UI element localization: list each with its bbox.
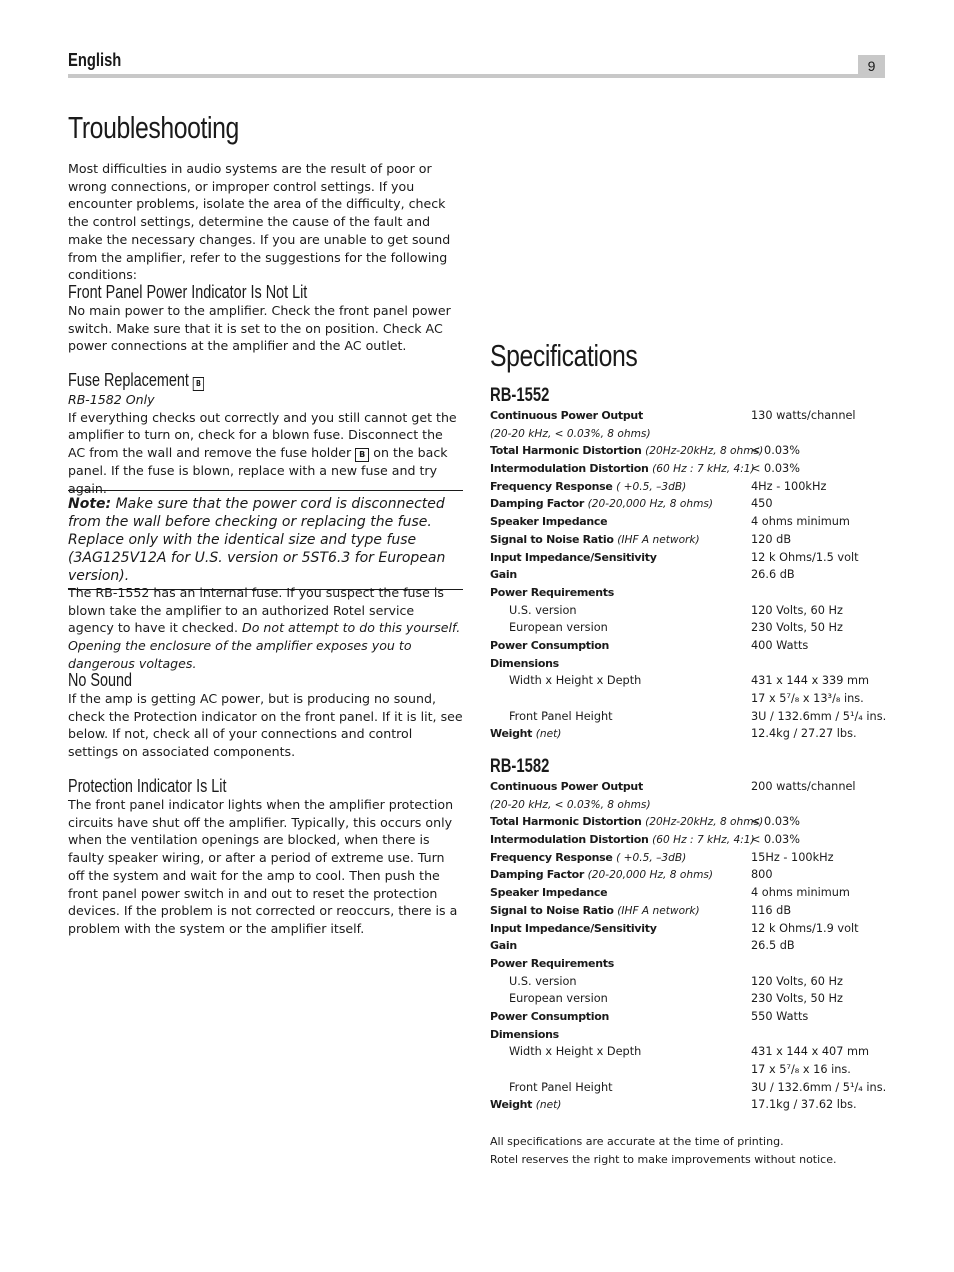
spec-label: U.S. version xyxy=(509,974,577,988)
spec-label xyxy=(490,568,517,581)
spec-label-qualifier: (20-20,000 Hz, 8 ohms) xyxy=(587,869,714,882)
spec-row xyxy=(490,460,890,478)
troubleshooting-intro: Most difficulties in audio systems are the result of poor or wrong connections, or improper control settings. If you encounter problems, isolate the area of the difficulty, check the control settings, determine the cause of the fault and make the necessary changes. If you are unable to get sound from the amplifier, refer to the suggestions for the following conditions: xyxy=(68,161,451,283)
model-title-rb1552: RB-1552 xyxy=(490,385,550,406)
spec-label-name: Dimensions xyxy=(490,656,559,670)
fuse-text xyxy=(68,409,463,498)
spec-value: 4 ohms minimum xyxy=(751,515,850,529)
spec-row xyxy=(490,778,890,796)
spec-label-qualifier: ( +0.5, –3dB) xyxy=(616,851,687,864)
spec-value: 4 ohms minimum xyxy=(751,886,850,900)
spec-row xyxy=(490,655,890,673)
spec-label xyxy=(490,657,559,670)
internal-fuse-info: The RB-1552 has an internal fuse. If you suspect the fuse is blown take the amplifier to an authorized Rotel service agency to have it checked. xyxy=(68,585,444,636)
spec-label xyxy=(490,551,657,564)
fuse-heading: Fuse Replacement xyxy=(68,370,189,390)
internal-fuse-warning: Do not attempt to do this yourself. Opening the enclosure of the amplifier exposes you to dangerous voltages. xyxy=(68,620,461,671)
spec-label xyxy=(490,639,609,652)
spec-label: European version xyxy=(509,992,608,1006)
spec-label-name: Input Impedance/Sensitivity xyxy=(490,921,657,935)
spec-label-name: Power Requirements xyxy=(490,956,614,970)
spec-label xyxy=(490,798,651,811)
spec-value: 17.1kg / 37.62 lbs. xyxy=(751,1098,857,1112)
spec-label-name: Total Harmonic Distortion xyxy=(490,444,642,458)
spec-label xyxy=(490,480,686,493)
spec-row xyxy=(490,531,890,549)
spec-label-qualifier: (20Hz-20kHz, 8 ohms) xyxy=(645,816,764,829)
fuse-heading-line xyxy=(68,370,384,391)
spec-row xyxy=(490,584,890,602)
spec-label xyxy=(490,1063,509,1076)
spec-label: Width x Height x Depth xyxy=(509,1045,642,1059)
protection-section xyxy=(68,776,463,938)
note-label: Note: xyxy=(68,496,112,512)
spec-value: 120 Volts, 60 Hz xyxy=(751,974,843,988)
spec-label-qualifier: (60 Hz : 7 kHz, 4:1) xyxy=(652,463,755,476)
spec-table-rb1582 xyxy=(490,778,890,1114)
specifications-title: Specifications xyxy=(490,338,638,373)
spec-row xyxy=(490,566,890,584)
spec-row xyxy=(490,478,890,496)
spec-row xyxy=(490,425,890,443)
spec-label xyxy=(490,886,607,899)
spec-row xyxy=(490,849,890,867)
spec-label-qualifier: (20-20 kHz, < 0.03%, 8 ohms) xyxy=(490,427,651,440)
internal-fuse-block xyxy=(68,584,463,673)
spec-value: 3U / 132.6mm / 5¹/₄ ins. xyxy=(751,709,887,723)
spec-label xyxy=(490,586,614,599)
spec-label-name: Frequency Response xyxy=(490,850,613,864)
spec-label-name: Frequency Response xyxy=(490,479,613,493)
spec-label xyxy=(490,727,561,740)
spec-label-name: Damping Factor xyxy=(490,497,585,511)
spec-label: U.S. version xyxy=(509,603,577,617)
spec-label-qualifier: (60 Hz : 7 kHz, 4:1) xyxy=(652,834,755,847)
spec-value: 17 x 5⁷/₈ x 13³/₈ ins. xyxy=(751,692,864,705)
spec-value: 800 xyxy=(751,868,773,882)
spec-label xyxy=(490,427,651,440)
internal-fuse-text xyxy=(68,584,463,673)
spec-value: 130 watts/channel xyxy=(751,409,856,422)
header-language: English xyxy=(68,50,122,70)
spec-value: 200 watts/channel xyxy=(751,780,856,793)
spec-row xyxy=(490,1008,890,1026)
protection-heading: Protection Indicator Is Lit xyxy=(68,776,227,796)
spec-label xyxy=(490,462,755,475)
spec-row xyxy=(490,1026,890,1044)
fuse-note xyxy=(68,490,463,590)
spec-footnote xyxy=(490,1133,836,1168)
spec-label-name: Total Harmonic Distortion xyxy=(490,815,642,829)
spec-label: Front Panel Height xyxy=(509,1080,613,1094)
spec-label xyxy=(490,692,509,705)
spec-label-name: Power Consumption xyxy=(490,1009,609,1023)
spec-value: 12 k Ohms/1.9 volt xyxy=(751,921,859,935)
spec-label-name: Input Impedance/Sensitivity xyxy=(490,550,657,564)
spec-label xyxy=(490,780,643,793)
power-indicator-heading: Front Panel Power Indicator Is Not Lit xyxy=(68,282,308,302)
spec-row xyxy=(490,1043,890,1061)
spec-value: 120 dB xyxy=(751,532,792,546)
spec-row xyxy=(490,1079,890,1097)
spec-row xyxy=(490,690,890,708)
spec-label-qualifier: (20Hz-20kHz, 8 ohms) xyxy=(645,445,764,458)
spec-label xyxy=(490,533,700,546)
fuse-holder-badge: B xyxy=(355,448,369,462)
spec-row xyxy=(490,973,890,991)
spec-label xyxy=(490,904,700,917)
spec-label xyxy=(490,444,763,457)
fuse-text-a: If everything checks out correctly and you still cannot get the amplifier to turn on, check for a blown fuse. Disconnect the AC from the wall and remove the fuse holder xyxy=(68,409,457,461)
spec-label-name: Signal to Noise Ratio xyxy=(490,903,614,917)
spec-row xyxy=(490,902,890,920)
fuse-text-b: on the back panel. If the fuse is blown, replace with a new fuse and try again. xyxy=(68,445,448,496)
spec-label-name: Continuous Power Output xyxy=(490,409,643,422)
note-text: Make sure that the power cord is disconnected from the wall before checking or replacing the fuse. Replace only with the identical size and type fuse (3AG125V12A for U.S. version or 5ST6.3 for European version). xyxy=(68,496,446,584)
spec-label xyxy=(490,409,643,422)
spec-label-name: Weight xyxy=(490,1098,533,1112)
spec-label xyxy=(490,515,607,528)
spec-value: < 0.03% xyxy=(751,462,800,476)
spec-value: < 0.03% xyxy=(751,815,800,829)
troubleshooting-intro-block xyxy=(68,160,463,284)
fuse-section xyxy=(68,370,463,498)
troubleshooting-title: Troubleshooting xyxy=(68,110,239,145)
spec-value: 431 x 144 x 407 mm xyxy=(751,1045,870,1059)
spec-label-qualifier: (net) xyxy=(535,728,562,741)
spec-row xyxy=(490,955,890,973)
no-sound-heading: No Sound xyxy=(68,670,133,690)
power-indicator-text: No main power to the amplifier. Check the front panel power switch. Make sure that it is set to the on position. Check AC power connections at the amplifier and the AC outlet. xyxy=(68,303,451,354)
spec-row xyxy=(490,920,890,938)
spec-label: Width x Height x Depth xyxy=(509,674,642,688)
spec-value: 431 x 144 x 339 mm xyxy=(751,674,870,688)
spec-label xyxy=(490,1028,559,1041)
spec-row xyxy=(490,637,890,655)
spec-row xyxy=(490,549,890,567)
spec-row xyxy=(490,831,890,849)
footnote-line: All specifications are accurate at the time of printing. xyxy=(490,1135,784,1148)
spec-value: 17 x 5⁷/₈ x 16 ins. xyxy=(751,1063,851,1076)
spec-label-name: Power Requirements xyxy=(490,585,614,599)
spec-label-name: Intermodulation Distortion xyxy=(490,462,649,476)
spec-label-name: Weight xyxy=(490,727,533,741)
spec-row xyxy=(490,619,890,637)
power-indicator-section xyxy=(68,282,463,355)
spec-label: Front Panel Height xyxy=(509,709,613,723)
spec-label-name: Gain xyxy=(490,939,517,953)
spec-label-name: Gain xyxy=(490,568,517,582)
spec-value: 4Hz - 100kHz xyxy=(751,479,827,493)
no-sound-section xyxy=(68,670,463,761)
spec-value: 12.4kg / 27.27 lbs. xyxy=(751,727,857,741)
spec-value: 230 Volts, 50 Hz xyxy=(751,621,843,635)
header-rule xyxy=(68,74,858,78)
protection-text: The front panel indicator lights when the amplifier protection circuits have shut off the amplifier. Typically, this occurs only when the ventilation openings are blocked, when there is faulty speaker wiring, or after a period of extreme use. Turn off the system and wait for the amp to cool. Then push the front panel power switch in and out to reset the protection devices. If the problem is not corrected or reoccurs, there is a problem with the system or the amplifier itself. xyxy=(68,797,458,936)
spec-label xyxy=(490,1098,561,1111)
model-title-rb1582: RB-1582 xyxy=(490,756,550,777)
spec-label-name: Intermodulation Distortion xyxy=(490,833,649,847)
spec-label-qualifier: (IHF A network) xyxy=(617,533,700,546)
spec-label-qualifier: (IHF A network) xyxy=(617,904,700,917)
fuse-ref-badge: B xyxy=(193,377,204,391)
spec-row xyxy=(490,796,890,814)
spec-row xyxy=(490,407,890,425)
spec-label-name: Continuous Power Output xyxy=(490,780,643,793)
spec-value: 120 Volts, 60 Hz xyxy=(751,603,843,617)
page-number: 9 xyxy=(858,55,885,78)
spec-value: 26.6 dB xyxy=(751,568,795,582)
spec-row xyxy=(490,708,890,726)
spec-label xyxy=(490,939,517,952)
footnote-line: Rotel reserves the right to make improvements without notice. xyxy=(490,1152,837,1166)
spec-value: 116 dB xyxy=(751,903,792,917)
spec-row xyxy=(490,1096,890,1114)
spec-label-name: Damping Factor xyxy=(490,868,585,882)
spec-label xyxy=(490,833,755,846)
spec-row xyxy=(490,884,890,902)
spec-label-name: Signal to Noise Ratio xyxy=(490,532,614,546)
spec-label-qualifier: ( +0.5, –3dB) xyxy=(616,480,687,493)
spec-label-qualifier: (20-20,000 Hz, 8 ohms) xyxy=(587,498,714,511)
spec-label xyxy=(490,815,763,828)
spec-row xyxy=(490,602,890,620)
spec-label xyxy=(490,922,657,935)
spec-row xyxy=(490,866,890,884)
spec-value: 26.5 dB xyxy=(751,939,795,953)
spec-row xyxy=(490,672,890,690)
spec-label-name: Speaker Impedance xyxy=(490,886,608,900)
spec-label-name: Speaker Impedance xyxy=(490,515,608,529)
spec-label: European version xyxy=(509,621,608,635)
spec-value: 12 k Ohms/1.5 volt xyxy=(751,550,859,564)
spec-value: 230 Volts, 50 Hz xyxy=(751,992,843,1006)
spec-row xyxy=(490,442,890,460)
spec-label-qualifier: (20-20 kHz, < 0.03%, 8 ohms) xyxy=(490,798,651,811)
spec-label xyxy=(490,1010,609,1023)
spec-table-rb1552 xyxy=(490,407,890,743)
spec-row xyxy=(490,725,890,743)
spec-label xyxy=(490,851,686,864)
fuse-model-note: RB-1582 Only xyxy=(68,392,155,407)
spec-row xyxy=(490,937,890,955)
spec-label xyxy=(490,868,713,881)
spec-value: < 0.03% xyxy=(751,444,800,458)
spec-value: 450 xyxy=(751,497,773,511)
spec-label xyxy=(490,957,614,970)
spec-value: 15Hz - 100kHz xyxy=(751,850,834,864)
no-sound-text: If the amp is getting AC power, but is producing no sound, check the Protection indicator on the front panel. If it is lit, see below. If not, check all of your connections and control settings on associated components. xyxy=(68,691,463,760)
spec-label-name: Dimensions xyxy=(490,1027,559,1041)
spec-value: 3U / 132.6mm / 5¹/₄ ins. xyxy=(751,1080,887,1094)
spec-value: < 0.03% xyxy=(751,833,800,847)
spec-row xyxy=(490,1061,890,1079)
spec-value: 550 Watts xyxy=(751,1009,809,1023)
spec-value: 400 Watts xyxy=(751,638,809,652)
spec-row xyxy=(490,813,890,831)
spec-row xyxy=(490,513,890,531)
spec-label-qualifier: (net) xyxy=(535,1099,562,1112)
spec-row xyxy=(490,495,890,513)
spec-label-name: Power Consumption xyxy=(490,638,609,652)
spec-label xyxy=(490,497,713,510)
spec-row xyxy=(490,990,890,1008)
